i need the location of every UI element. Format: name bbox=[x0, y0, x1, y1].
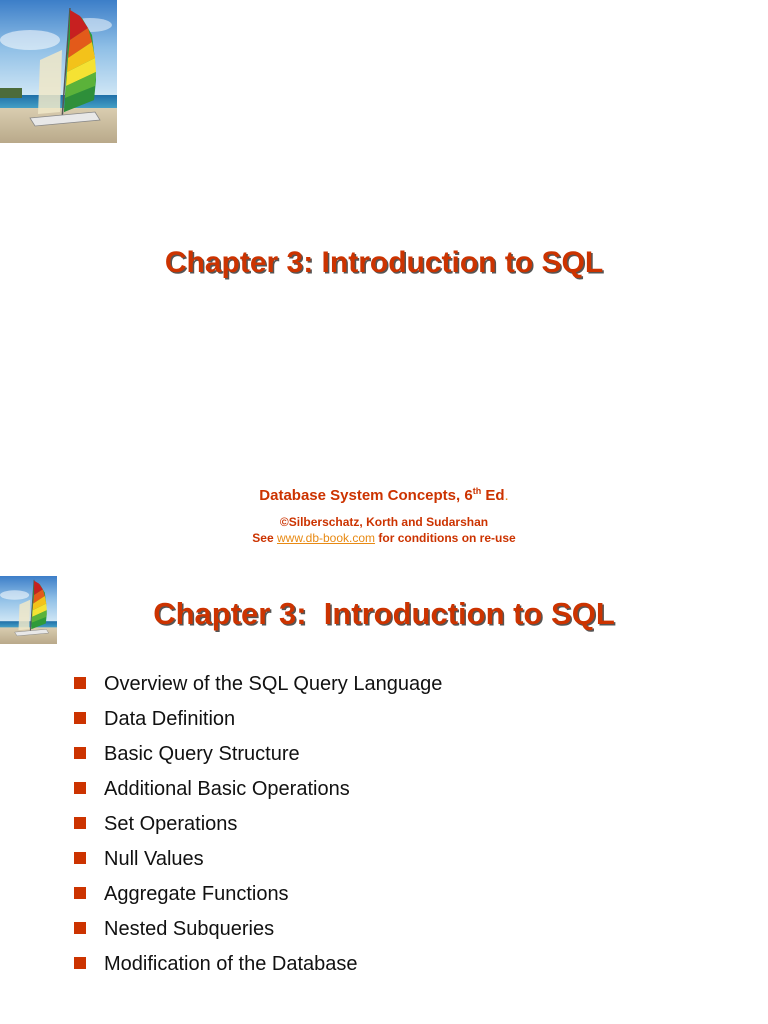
list-item bbox=[74, 953, 442, 988]
sailboat-logo-image bbox=[0, 0, 117, 143]
list-item-text: Aggregate Functions bbox=[104, 883, 289, 905]
list-item bbox=[74, 708, 442, 743]
copyright-block bbox=[0, 514, 768, 546]
square-bullet-icon bbox=[74, 747, 86, 759]
square-bullet-icon bbox=[74, 852, 86, 864]
list-item bbox=[74, 848, 442, 883]
square-bullet-icon bbox=[74, 712, 86, 724]
reuse-prefix: See bbox=[252, 531, 277, 545]
list-item-text: Modification of the Database bbox=[104, 953, 358, 975]
copyright-line: ©Silberschatz, Korth and Sudarshan bbox=[279, 515, 489, 529]
list-item bbox=[74, 883, 442, 918]
list-item-text: Basic Query Structure bbox=[104, 743, 300, 765]
trailing-period: . bbox=[504, 487, 509, 504]
square-bullet-icon bbox=[74, 922, 86, 934]
list-item bbox=[74, 673, 442, 708]
square-bullet-icon bbox=[74, 957, 86, 969]
square-bullet-icon bbox=[74, 782, 86, 794]
square-bullet-icon bbox=[74, 887, 86, 899]
book-title-text: Database System Concepts, 6 bbox=[259, 487, 473, 504]
edition-suffix: Ed bbox=[481, 487, 505, 504]
list-item-text: Null Values bbox=[104, 848, 204, 870]
list-item-text: Set Operations bbox=[104, 813, 238, 835]
db-book-link[interactable]: www.db-book.com bbox=[276, 531, 376, 545]
edition-superscript: th bbox=[472, 486, 482, 496]
book-title bbox=[0, 486, 768, 504]
slide-title: Chapter 3: Introduction to SQL bbox=[164, 246, 604, 279]
square-bullet-icon bbox=[74, 677, 86, 689]
list-item bbox=[74, 918, 442, 953]
topic-list bbox=[74, 673, 442, 988]
list-item-text: Overview of the SQL Query Language bbox=[104, 673, 443, 695]
square-bullet-icon bbox=[74, 817, 86, 829]
list-item-text: Additional Basic Operations bbox=[104, 778, 350, 800]
reuse-line bbox=[0, 530, 768, 546]
reuse-suffix: for conditions on re-use bbox=[375, 531, 516, 545]
list-item-text: Data Definition bbox=[104, 708, 236, 730]
slide-title: Chapter 3: Introduction to SQL bbox=[153, 596, 615, 631]
list-item bbox=[74, 743, 442, 778]
list-item bbox=[74, 778, 442, 813]
list-item-text: Nested Subqueries bbox=[104, 918, 275, 940]
outline-slide bbox=[0, 576, 768, 1024]
list-item bbox=[74, 813, 442, 848]
